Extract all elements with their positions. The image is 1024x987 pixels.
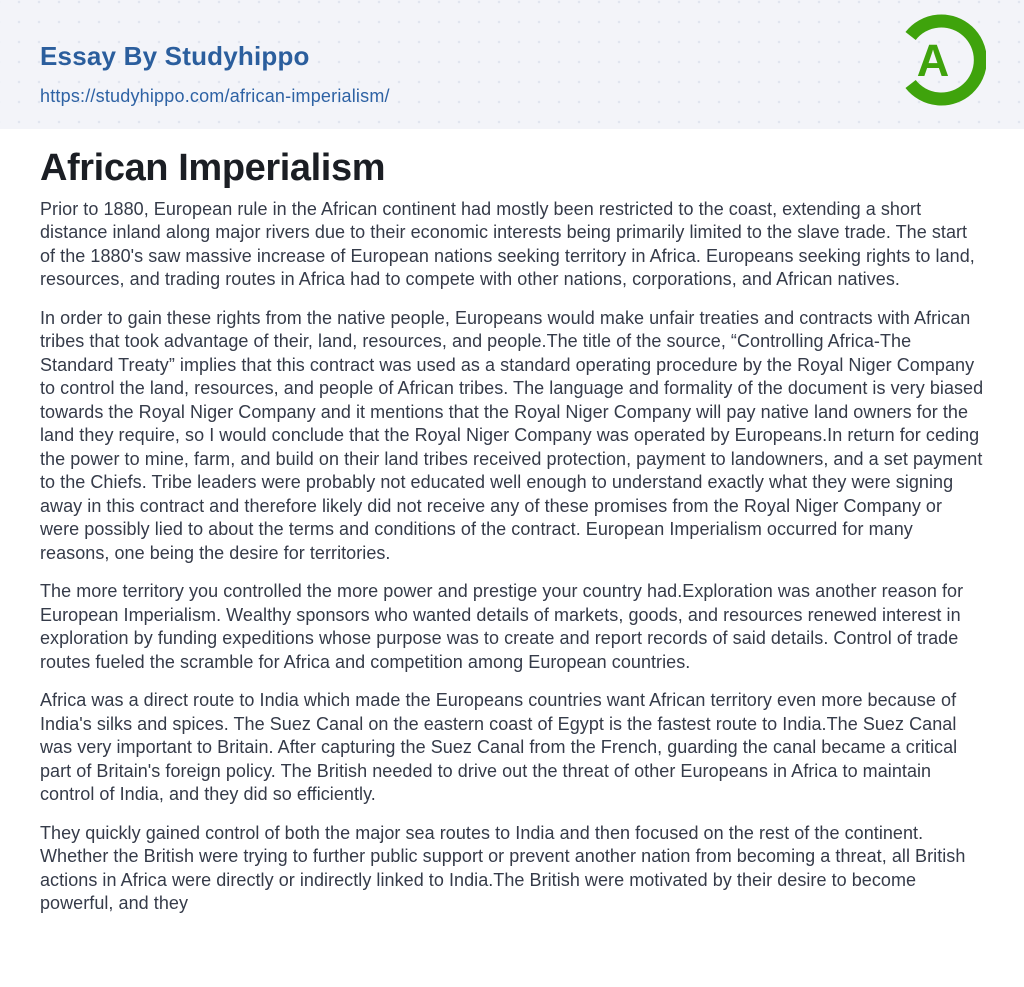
studyhippo-logo-icon xyxy=(894,14,986,106)
essay-paragraph-1: Prior to 1880, European rule in the African continent had mostly been restricted to the coast, extending a short distance inland along major rivers due to their economic interests being primarily limited to the slave trade. The start of the 1880's saw massive increase of European nations seeking territory in Africa. Europeans seeking rights to land, resources, and trading routes in Africa had to compete with other nations, corporations, and African natives. xyxy=(40,198,975,290)
essay-paragraph-5: They quickly gained control of both the major sea routes to India and then focused on the rest of the continent. Whether the British were trying to further public support or prevent another nation from becoming a threat, all British actions in Africa were directly or indirectly linked to India.The British were motivated by their desire to become powerful, and they xyxy=(40,822,966,914)
essay-paragraph-2: In order to gain these rights from the native people, Europeans would make unfair treaties and contracts with African tribes that took advantage of their, land, resources, and people.The title of the source, “Controlling Africa-The Standard Treaty” implies that this contract was used as a standard operating procedure by the Royal Niger Company to control the land, resources, and people of African tribes. The language and formality of the document is very biased towards the Royal Niger Company and it mentions that the Royal Niger Company will pay native land owners for the land they require, so I would conclude that the Royal Niger Company was operated by Europeans.In return for ceding the power to mine, farm, and build on their land tribes received protection, payment to landowners, and a set payment to the Chiefs. Tribe leaders were probably not educated well enough to understand exactly what they were signing away in this contract and therefore likely did not receive any of these promises from the Royal Niger Company or were possibly lied to about the terms and conditions of the contract. European Imperialism occurred for many reasons, one being the desire for territories. xyxy=(40,307,984,563)
essay-url-link[interactable]: https://studyhippo.com/african-imperialism/ xyxy=(40,85,390,106)
essay-title: African Imperialism xyxy=(40,147,386,189)
header-banner xyxy=(0,0,1024,129)
essay-paragraph-3: The more territory you controlled the more power and prestige your country had.Exploration was another reason for European Imperialism. Wealthy sponsors who wanted details of markets, goods, and resources renewed interest in exploration by funding expeditions whose purpose was to create and report records of said details. Control of trade routes fueled the scramble for Africa and competition among European countries. xyxy=(40,581,964,672)
logo-letter: A xyxy=(916,35,950,86)
essay-article xyxy=(0,146,1024,916)
essay-body xyxy=(40,198,985,916)
site-title: Essay By Studyhippo xyxy=(40,41,310,71)
essay-paragraph-4: Africa was a direct route to India which made the Europeans countries want African territory even more because of India's silks and spices. The Suez Canal on the eastern coast of Egypt is the fastest route to India.The Suez Canal was very important to Britain. After capturing the Suez Canal from the French, guarding the canal became a critical part of Britain's foreign policy. The British needed to drive out the threat of other Europeans in Africa to maintain control of India, and they did so efficiently. xyxy=(40,690,958,805)
